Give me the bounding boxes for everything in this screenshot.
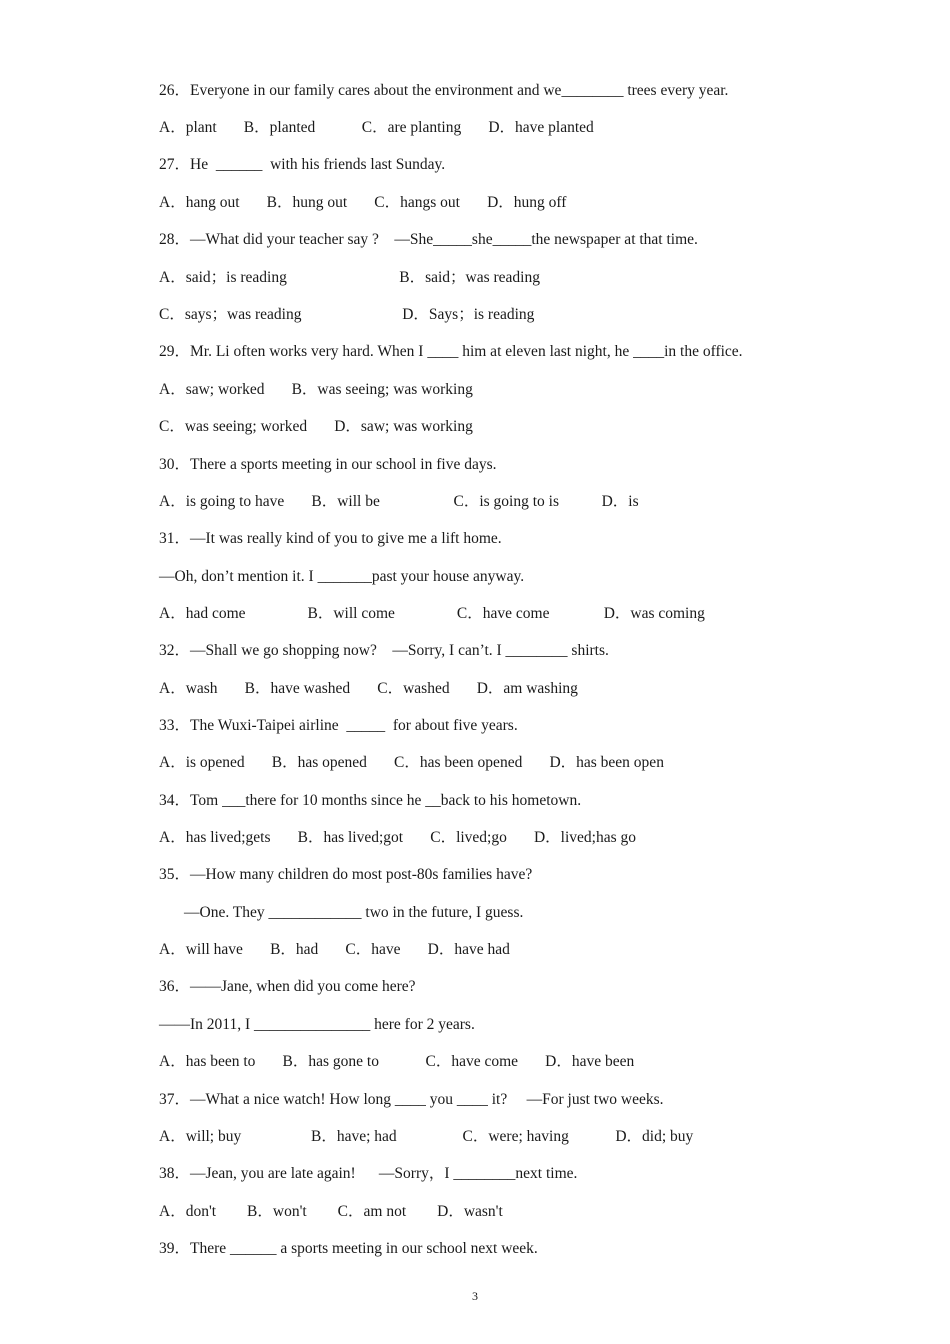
question-30: 30．There a sports meeting in our school in five days.: [159, 456, 497, 473]
question-26: 26．Everyone in our family cares about the environment and we________ trees every year.: [159, 82, 729, 99]
options-31: A．had come B．will come C．have come D．was coming: [159, 605, 705, 622]
question-34: 34．Tom ___there for 10 months since he __back to his hometown.: [159, 792, 582, 809]
question-33: 33．The Wuxi-Taipei airline _____ for about five years.: [159, 717, 518, 734]
question-31: 31．—It was really kind of you to give me a lift home.: [159, 530, 502, 547]
question-37: 37．—What a nice watch! How long ____ you ____ it? —For just two weeks.: [159, 1091, 664, 1108]
options-29-ab: A．saw; worked B．was seeing; was working: [159, 381, 473, 398]
question-29: 29．Mr. Li often works very hard. When I ____ him at eleven last night, he ____in the office.: [159, 343, 743, 360]
question-36: 36．——Jane, when did you come here?: [159, 978, 416, 995]
options-37: A．will; buy B．have; had C．were; having D．did; buy: [159, 1128, 694, 1145]
question-27: 27．He ______ with his friends last Sunday.: [159, 156, 446, 173]
page-number: 3: [472, 1289, 478, 1303]
question-31-reply: —Oh, don’t mention it. I _______past your house anyway.: [159, 568, 525, 585]
question-35: 35．—How many children do most post-80s families have?: [159, 866, 533, 883]
options-29-cd: C．was seeing; worked D．saw; was working: [159, 418, 473, 435]
options-36: A．has been to B．has gone to C．have come D．have been: [159, 1053, 635, 1070]
options-28-ab: A．said；is reading B．said；was reading: [159, 269, 540, 286]
options-33: A．is opened B．has opened C．has been opened D．has been open: [159, 754, 664, 771]
options-26: A．plant B．planted C．are planting D．have planted: [159, 119, 594, 136]
question-35-reply: —One. They ____________ two in the future, I guess.: [184, 904, 524, 921]
options-32: A．wash B．have washed C．washed D．am washing: [159, 680, 578, 697]
options-30: A．is going to have B．will be C．is going to is D．is: [159, 493, 639, 510]
options-27: A．hang out B．hung out C．hangs out D．hung off: [159, 194, 567, 211]
options-28-cd: C．says；was reading D．Says；is reading: [159, 306, 535, 323]
question-28: 28．—What did your teacher say ? —She_____she_____the newspaper at that time.: [159, 231, 698, 248]
question-39: 39．There ______ a sports meeting in our school next week.: [159, 1240, 538, 1257]
options-38: A．don't B．won't C．am not D．wasn't: [159, 1203, 503, 1220]
options-34: A．has lived;gets B．has lived;got C．lived;go D．lived;has go: [159, 829, 637, 846]
options-35: A．will have B．had C．have D．have had: [159, 941, 510, 958]
question-32: 32．—Shall we go shopping now? —Sorry, I can’t. I ________ shirts.: [159, 642, 609, 659]
question-38: 38．—Jean, you are late again! —Sorry，I ________next time.: [159, 1165, 578, 1182]
question-36-reply: ——In 2011, I _______________ here for 2 years.: [159, 1016, 475, 1033]
